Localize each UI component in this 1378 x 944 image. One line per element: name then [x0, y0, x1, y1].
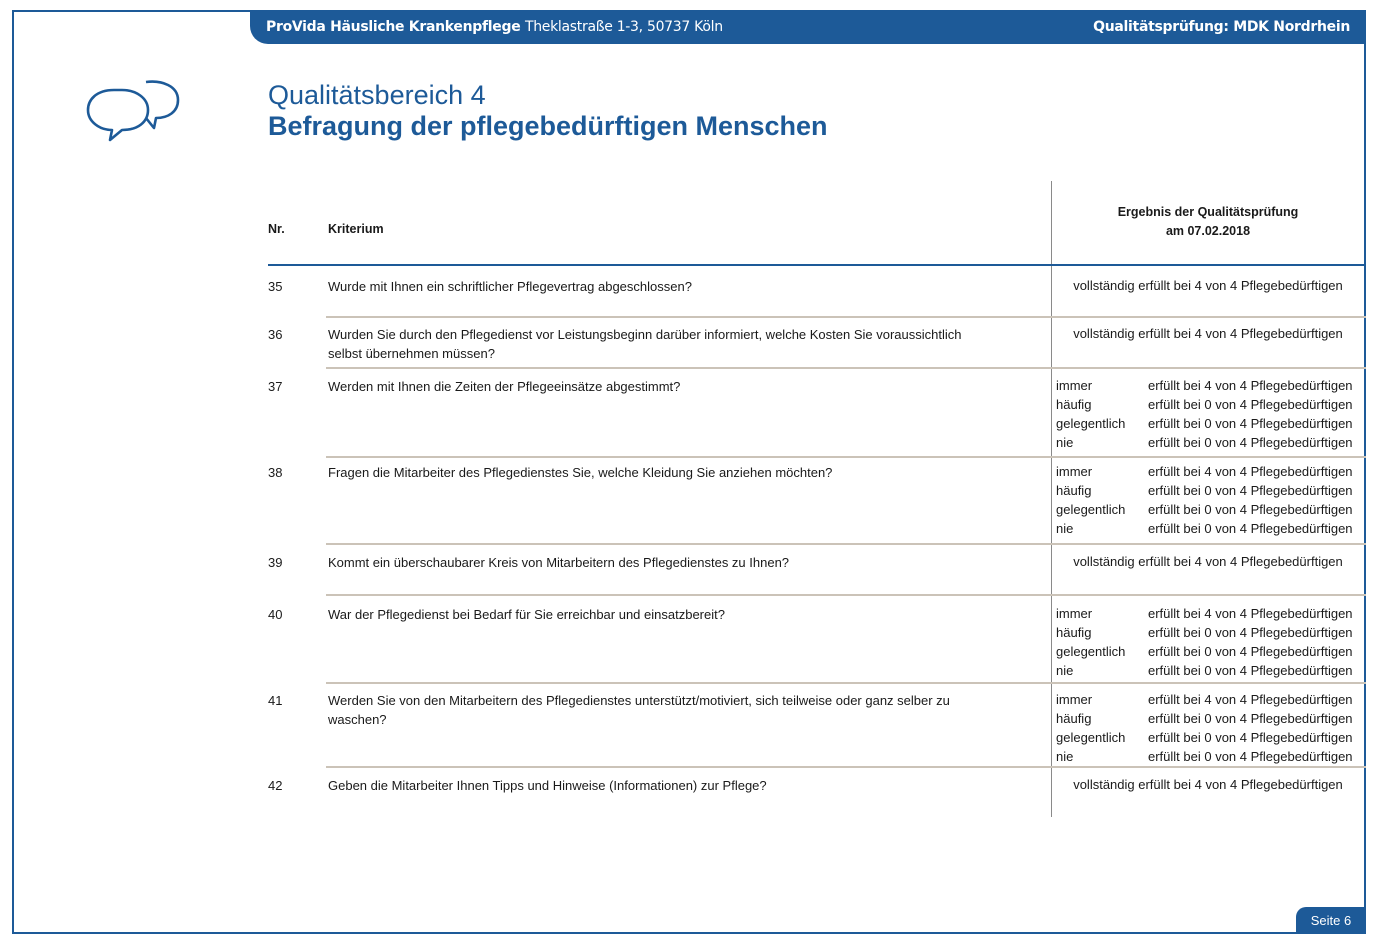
frequency-label: nie: [1056, 521, 1074, 536]
row-number: 37: [268, 379, 283, 394]
frequency-value: erfüllt bei 4 von 4 Pflegebedürftigen: [1148, 692, 1353, 707]
frequency-line: [1056, 376, 1364, 395]
row-separator: [326, 367, 1366, 369]
row-number: 39: [268, 555, 283, 570]
row-criterion: Wurden Sie durch den Pflegedienst vor Leistungsbeginn darüber informiert, welche Kosten Sie voraussichtlich selbst übernehmen müssen?: [328, 327, 962, 361]
frequency-line: [1056, 642, 1364, 661]
row-frequency-results: [1056, 462, 1364, 538]
frequency-line: [1056, 728, 1364, 747]
ergebnis-header-date: am 07.02.2018: [1165, 224, 1251, 238]
frequency-value: erfüllt bei 0 von 4 Pflegebedürftigen: [1148, 416, 1353, 431]
frequency-line: [1056, 462, 1364, 481]
row-separator: [326, 316, 1366, 318]
row-criterion: Werden mit Ihnen die Zeiten der Pflegeeinsätze abgestimmt?: [328, 379, 681, 394]
frequency-value: erfüllt bei 0 von 4 Pflegebedürftigen: [1148, 435, 1353, 450]
frequency-label: häufig: [1056, 625, 1092, 640]
frequency-label: häufig: [1056, 397, 1092, 412]
row-result: vollständig erfüllt bei 4 von 4 Pflegebedürftigen: [1073, 777, 1343, 792]
frequency-value: erfüllt bei 0 von 4 Pflegebedürftigen: [1148, 663, 1353, 678]
company-address: Theklastraße 1-3, 50737 Köln: [524, 19, 723, 35]
row-separator: [326, 682, 1366, 684]
page-number: Seite 6: [1296, 907, 1366, 934]
row-result: vollständig erfüllt bei 4 von 4 Pflegebedürftigen: [1073, 278, 1343, 293]
section-title: Befragung der pflegebedürftigen Menschen: [268, 111, 828, 141]
frequency-label: nie: [1056, 663, 1074, 678]
row-number: 38: [268, 465, 283, 480]
frequency-label: gelegentlich: [1056, 730, 1126, 745]
frequency-label: gelegentlich: [1056, 416, 1126, 431]
frequency-line: [1056, 747, 1364, 766]
frequency-line: [1056, 481, 1364, 500]
row-separator: [326, 766, 1366, 768]
frequency-line: [1056, 414, 1364, 433]
frequency-line: [1056, 661, 1364, 680]
frequency-value: erfüllt bei 0 von 4 Pflegebedürftigen: [1148, 644, 1353, 659]
frequency-line: [1056, 500, 1364, 519]
frequency-label: immer: [1056, 606, 1093, 621]
frequency-label: häufig: [1056, 483, 1092, 498]
row-frequency-results: [1056, 690, 1364, 766]
row-number: 42: [268, 778, 283, 793]
frequency-line: [1056, 395, 1364, 414]
frequency-label: immer: [1056, 692, 1093, 707]
frequency-value: erfüllt bei 0 von 4 Pflegebedürftigen: [1148, 502, 1353, 517]
row-criterion: Werden Sie von den Mitarbeitern des Pflegedienstes unterstützt/motiviert, sich teilweise oder ganz selber zu waschen?: [328, 693, 950, 727]
column-divider: [1051, 181, 1052, 817]
frequency-label: immer: [1056, 378, 1093, 393]
frequency-label: nie: [1056, 435, 1074, 450]
frequency-label: häufig: [1056, 711, 1092, 726]
row-separator: [326, 543, 1366, 545]
frequency-value: erfüllt bei 0 von 4 Pflegebedürftigen: [1148, 730, 1353, 745]
frequency-value: erfüllt bei 0 von 4 Pflegebedürftigen: [1148, 483, 1353, 498]
company-name: ProVida Häusliche Krankenpflege: [266, 19, 521, 35]
column-header-nr: Nr.: [268, 222, 285, 236]
frequency-value: erfüllt bei 4 von 4 Pflegebedürftigen: [1148, 464, 1353, 479]
frequency-line: [1056, 623, 1364, 642]
frequency-line: [1056, 690, 1364, 709]
row-criterion: War der Pflegedienst bei Bedarf für Sie erreichbar und einsatzbereit?: [328, 607, 725, 622]
frequency-line: [1056, 519, 1364, 538]
row-criterion: Wurde mit Ihnen ein schriftlicher Pflegevertrag abgeschlossen?: [328, 279, 692, 294]
frequency-line: [1056, 433, 1364, 452]
frequency-label: gelegentlich: [1056, 644, 1126, 659]
frequency-value: erfüllt bei 0 von 4 Pflegebedürftigen: [1148, 521, 1353, 536]
row-number: 36: [268, 327, 283, 342]
frequency-label: immer: [1056, 464, 1093, 479]
section-subtitle: Qualitätsbereich 4: [268, 80, 486, 110]
column-header-kriterium: Kriterium: [328, 222, 384, 236]
ergebnis-header-line1: Ergebnis der Qualitätsprüfung: [1117, 205, 1299, 219]
frequency-line: [1056, 709, 1364, 728]
speech-bubbles-icon: [86, 76, 180, 142]
frequency-label: gelegentlich: [1056, 502, 1126, 517]
frequency-line: [1056, 604, 1364, 623]
row-criterion: Kommt ein überschaubarer Kreis von Mitarbeitern des Pflegedienstes zu Ihnen?: [328, 555, 790, 570]
row-number: 35: [268, 279, 283, 294]
frequency-value: erfüllt bei 4 von 4 Pflegebedürftigen: [1148, 378, 1353, 393]
row-number: 40: [268, 607, 283, 622]
row-criterion: Geben die Mitarbeiter Ihnen Tipps und Hinweise (Informationen) zur Pflege?: [328, 778, 767, 793]
row-frequency-results: [1056, 604, 1364, 680]
column-header-ergebnis: [1052, 203, 1364, 241]
row-result: vollständig erfüllt bei 4 von 4 Pflegebedürftigen: [1073, 554, 1343, 569]
row-criterion: Fragen die Mitarbeiter des Pflegedienstes Sie, welche Kleidung Sie anziehen möchten?: [328, 465, 833, 480]
frequency-value: erfüllt bei 0 von 4 Pflegebedürftigen: [1148, 749, 1353, 764]
frequency-value: erfüllt bei 4 von 4 Pflegebedürftigen: [1148, 606, 1353, 621]
row-number: 41: [268, 693, 283, 708]
header-audit-label: Qualitätsprüfung: MDK Nordrhein: [1093, 19, 1350, 35]
header-bar: [250, 10, 1366, 44]
frequency-value: erfüllt bei 0 von 4 Pflegebedürftigen: [1148, 625, 1353, 640]
frequency-label: nie: [1056, 749, 1074, 764]
row-separator: [326, 456, 1366, 458]
frequency-value: erfüllt bei 0 von 4 Pflegebedürftigen: [1148, 397, 1353, 412]
frequency-value: erfüllt bei 0 von 4 Pflegebedürftigen: [1148, 711, 1353, 726]
row-frequency-results: [1056, 376, 1364, 452]
header-company: [266, 19, 723, 35]
row-result: vollständig erfüllt bei 4 von 4 Pflegebedürftigen: [1073, 326, 1343, 341]
header-rule: [268, 264, 1366, 266]
row-separator: [326, 594, 1366, 596]
